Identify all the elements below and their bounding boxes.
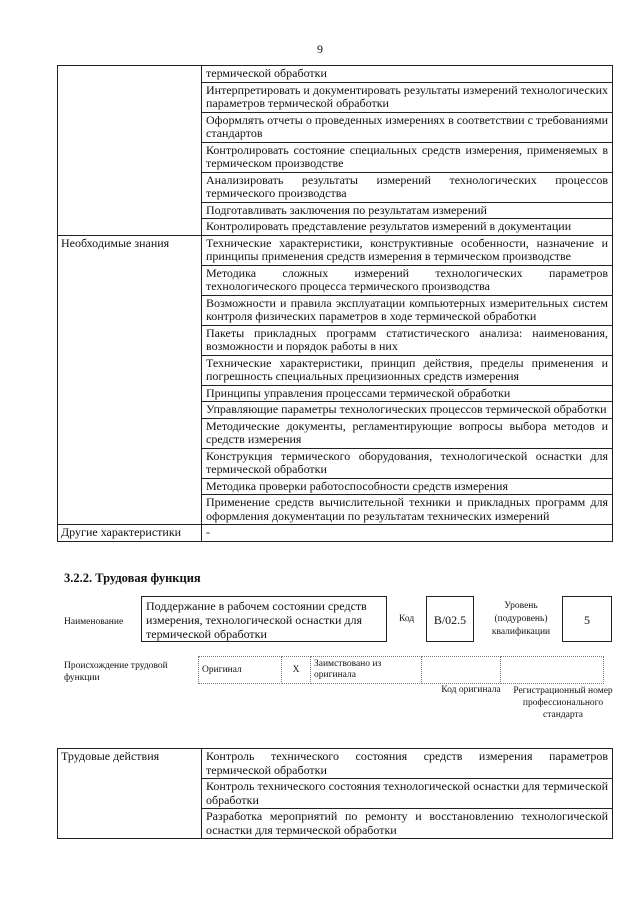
page-number: 9 xyxy=(317,42,323,56)
knowledge-item: Управляющие параметры технологических процессов термической обработки xyxy=(202,402,613,419)
labor-action-item: Контроль технического состояния средств измерения параметров термической обработки xyxy=(202,749,613,779)
reg-number-label: Регистрационный номер профессионального стандарта xyxy=(513,686,613,720)
function-code-label: Код xyxy=(399,614,415,624)
skill-item: Подготавливать заключения по результатам измерений xyxy=(202,202,613,219)
knowledge-item: Технические характеристики, конструктивные особенности, назначение и принципы применения средств измерения в термическом производстве xyxy=(202,235,613,265)
knowledge-item: Применение средств вычислительной техники и прикладных программ для оформления документации по результатам технических измерений xyxy=(202,495,613,525)
origin-original-label: Оригинал xyxy=(199,657,282,684)
function-code-value: B/02.5 xyxy=(426,596,474,642)
origin-original-mark: X xyxy=(282,657,311,684)
skill-item: термической обработки xyxy=(202,66,613,83)
code-original-label: Код оригинала xyxy=(441,685,501,695)
knowledge-item: Пакеты прикладных программ статистического анализа: наименования, возможности и порядок работы в них xyxy=(202,325,613,355)
qualification-level-value: 5 xyxy=(562,596,612,642)
skill-item: Контролировать представление результатов измерений в документации xyxy=(202,219,613,236)
knowledge-item: Методика проверки работоспособности средств измерения xyxy=(202,478,613,495)
skill-item: Оформлять отчеты о проведенных измерениях в соответствии с требованиями стандартов xyxy=(202,112,613,142)
labor-action-item: Контроль технического состояния технологической оснастки для термической обработки xyxy=(202,779,613,809)
section-title: 3.2.2. Трудовая функция xyxy=(64,571,201,585)
other-characteristics-value: - xyxy=(202,525,613,542)
skills-label-cell xyxy=(58,66,202,236)
origin-borrowed-label: Заимствовано из оригинала xyxy=(311,657,422,684)
labor-action-item: Разработка мероприятий по ремонту и восстановлению технологической оснастки для термической обработки xyxy=(202,809,613,839)
knowledge-item: Конструкция термического оборудования, технологической оснастки для термической обработки xyxy=(202,448,613,478)
knowledge-item: Технические характеристики, принцип действия, пределы применения и погрешность специальных прецизионных средств измерения xyxy=(202,355,613,385)
function-name-value: Поддержание в рабочем состоянии средств измерения, технологической оснастки для термической обработки xyxy=(141,596,387,642)
knowledge-item: Принципы управления процессами термической обработки xyxy=(202,385,613,402)
other-characteristics-label: Другие характеристики xyxy=(58,525,202,542)
origin-reg-number-cell xyxy=(501,657,604,684)
skills-knowledge-table xyxy=(57,65,613,542)
skill-item: Анализировать результаты измерений технологических процессов термического производства xyxy=(202,172,613,202)
labor-actions-label: Трудовые действия xyxy=(58,749,202,839)
origin-label: Происхождение трудовой функции xyxy=(64,661,168,683)
origin-code-cell xyxy=(422,657,501,684)
function-name-label: Наименование xyxy=(64,617,124,627)
knowledge-label: Необходимые знания xyxy=(58,235,202,525)
knowledge-item: Возможности и правила эксплуатации компьютерных измерительных систем контроля физических параметров в ходе термической обработки xyxy=(202,295,613,325)
skill-item: Интерпретировать и документировать результаты измерений технологических параметров термической обработки xyxy=(202,82,613,112)
knowledge-item: Методические документы, регламентирующие вопросы выбора методов и средств измерения xyxy=(202,418,613,448)
skill-item: Контролировать состояние специальных средств измерения, применяемых в термическом производстве xyxy=(202,142,613,172)
knowledge-item: Методика сложных измерений технологических параметров технологического процесса термического производства xyxy=(202,265,613,295)
origin-table xyxy=(198,656,604,684)
qualification-level-label: Уровень (подуровень) квалификации xyxy=(491,601,551,637)
labor-actions-table xyxy=(57,748,613,839)
